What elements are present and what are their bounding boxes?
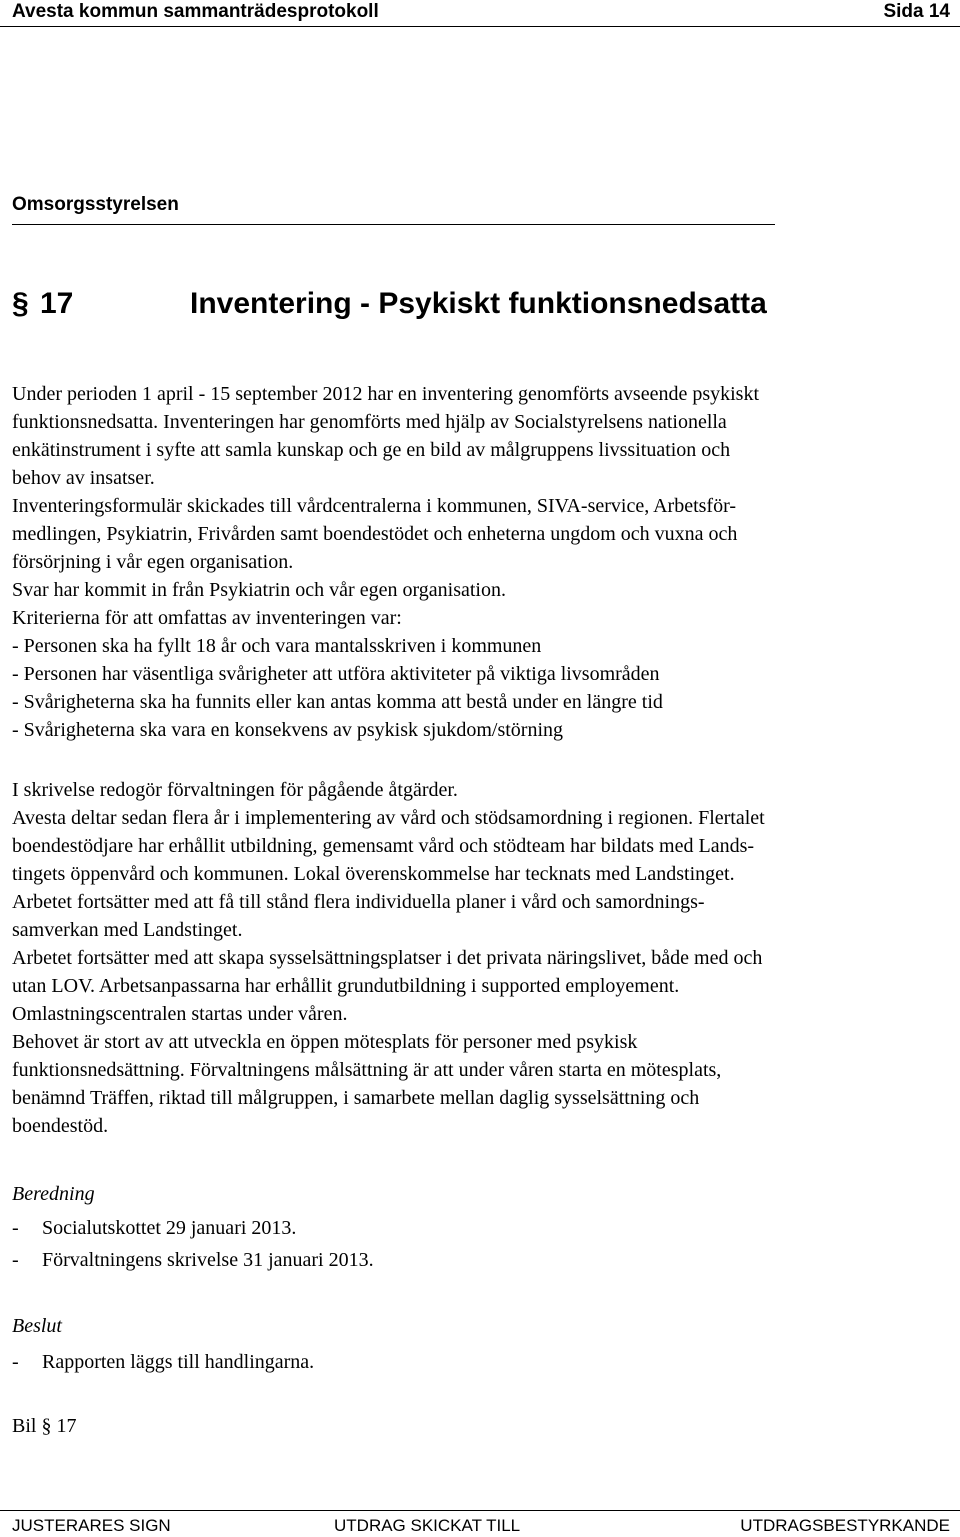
text-line: funktionsnedsättning. Förvaltningens målsättning är att under våren starta en mötesplats, — [12, 1059, 722, 1081]
preparation-label: Beredning — [12, 1183, 95, 1205]
decision-item — [12, 1348, 314, 1376]
preparation-item-text: Förvaltningens skrivelse 31 januari 2013. — [42, 1249, 374, 1271]
text-line: boendestöd. — [12, 1115, 109, 1137]
text-line: Avesta deltar sedan flera år i implementering av vård och stödsamordning i regionen. Flertalet — [12, 807, 765, 829]
dash-bullet: - — [12, 1217, 19, 1239]
text-line: tingets öppenvård och kommunen. Lokal överenskommelse har tecknats med Landstinget. — [12, 863, 735, 885]
preparation-item-text: Socialutskottet 29 januari 2013. — [42, 1217, 297, 1239]
text-line: boendestödjare har erhållit utbildning, gemensamt vård och stödteam har bildats med Lands- — [12, 835, 755, 857]
preparation-item — [12, 1214, 296, 1242]
text-line: Inventeringsformulär skickades till vårdcentralerna i kommunen, SIVA-service, Arbetsför- — [12, 495, 737, 517]
text-line: medlingen, Psykiatrin, Frivården samt boendestödet och enheterna ungdom och vuxna och — [12, 523, 738, 545]
body-paragraph-actions — [12, 776, 952, 1140]
decision-label: Beslut — [12, 1315, 62, 1337]
text-line: Behovet är stort av att utveckla en öppen mötesplats för personer med psykisk — [12, 1031, 638, 1053]
dash-bullet: - — [12, 1249, 19, 1271]
footer-extract-sent: UTDRAG SKICKAT TILL — [334, 1516, 521, 1535]
body-paragraph-inventory — [12, 380, 952, 744]
section-number: 17 — [40, 287, 74, 320]
section-title: Inventering - Psykiskt funktionsnedsatta — [190, 287, 767, 320]
page-footer — [0, 1510, 960, 1537]
criteria-item: - Svårigheterna ska vara en konsekvens av psykisk sjukdom/störning — [12, 719, 564, 741]
text-line: Under perioden 1 april - 15 september 2012 har en inventering genomförts avseende psykiskt — [12, 383, 760, 405]
preparation-item — [12, 1246, 374, 1274]
text-line: Arbetet fortsätter med att få till stånd flera individuella planer i vård och samordnings- — [12, 891, 705, 913]
text-line: utan LOV. Arbetsanpassarna har erhållit grundutbildning i supported employement. — [12, 975, 680, 997]
footer-adjuster-sign: JUSTERARES SIGN — [12, 1516, 171, 1535]
document-title: Avesta kommun sammanträdesprotokoll — [12, 1, 379, 22]
board-name-line — [12, 194, 775, 225]
text-line: Kriterierna för att omfattas av inventeringen var: — [12, 607, 402, 629]
page-header — [0, 0, 960, 27]
section-heading — [12, 287, 767, 321]
board-name: Omsorgsstyrelsen — [12, 194, 179, 215]
criteria-item: - Personen ska ha fyllt 18 år och vara mantalsskriven i kommunen — [12, 635, 542, 657]
decision-item-text: Rapporten läggs till handlingarna. — [42, 1351, 315, 1373]
text-line: Svar har kommit in från Psykiatrin och vår egen organisation. — [12, 579, 506, 601]
attachment-reference: Bil § 17 — [12, 1415, 77, 1437]
footer-extract-certification: UTDRAGSBESTYRKANDE — [740, 1516, 950, 1535]
text-line: Omlastningscentralen startas under våren. — [12, 1003, 348, 1025]
text-line: samverkan med Landstinget. — [12, 919, 243, 941]
text-line: enkätinstrument i syfte att samla kunskap och ge en bild av målgruppens livssituation och — [12, 439, 731, 461]
page-number: Sida 14 — [883, 1, 950, 22]
text-line: Arbetet fortsätter med att skapa sysselsättningsplatser i det privata näringslivet, både med och — [12, 947, 763, 969]
dash-bullet: - — [12, 1351, 19, 1373]
text-line: I skrivelse redogör förvaltningen för pågående åtgärder. — [12, 779, 458, 801]
section-sign: § — [12, 287, 29, 320]
text-line: funktionsnedsatta. Inventeringen har genomförts med hjälp av Socialstyrelsens nationella — [12, 411, 727, 433]
text-line: behov av insatser. — [12, 467, 155, 489]
text-line: benämnd Träffen, riktad till målgruppen, i samarbete mellan daglig sysselsättning och — [12, 1087, 700, 1109]
criteria-item: - Personen har väsentliga svårigheter att utföra aktiviteter på viktiga livsområden — [12, 663, 660, 685]
criteria-item: - Svårigheterna ska ha funnits eller kan antas komma att bestå under en längre tid — [12, 691, 663, 713]
text-line: försörjning i vår egen organisation. — [12, 551, 294, 573]
